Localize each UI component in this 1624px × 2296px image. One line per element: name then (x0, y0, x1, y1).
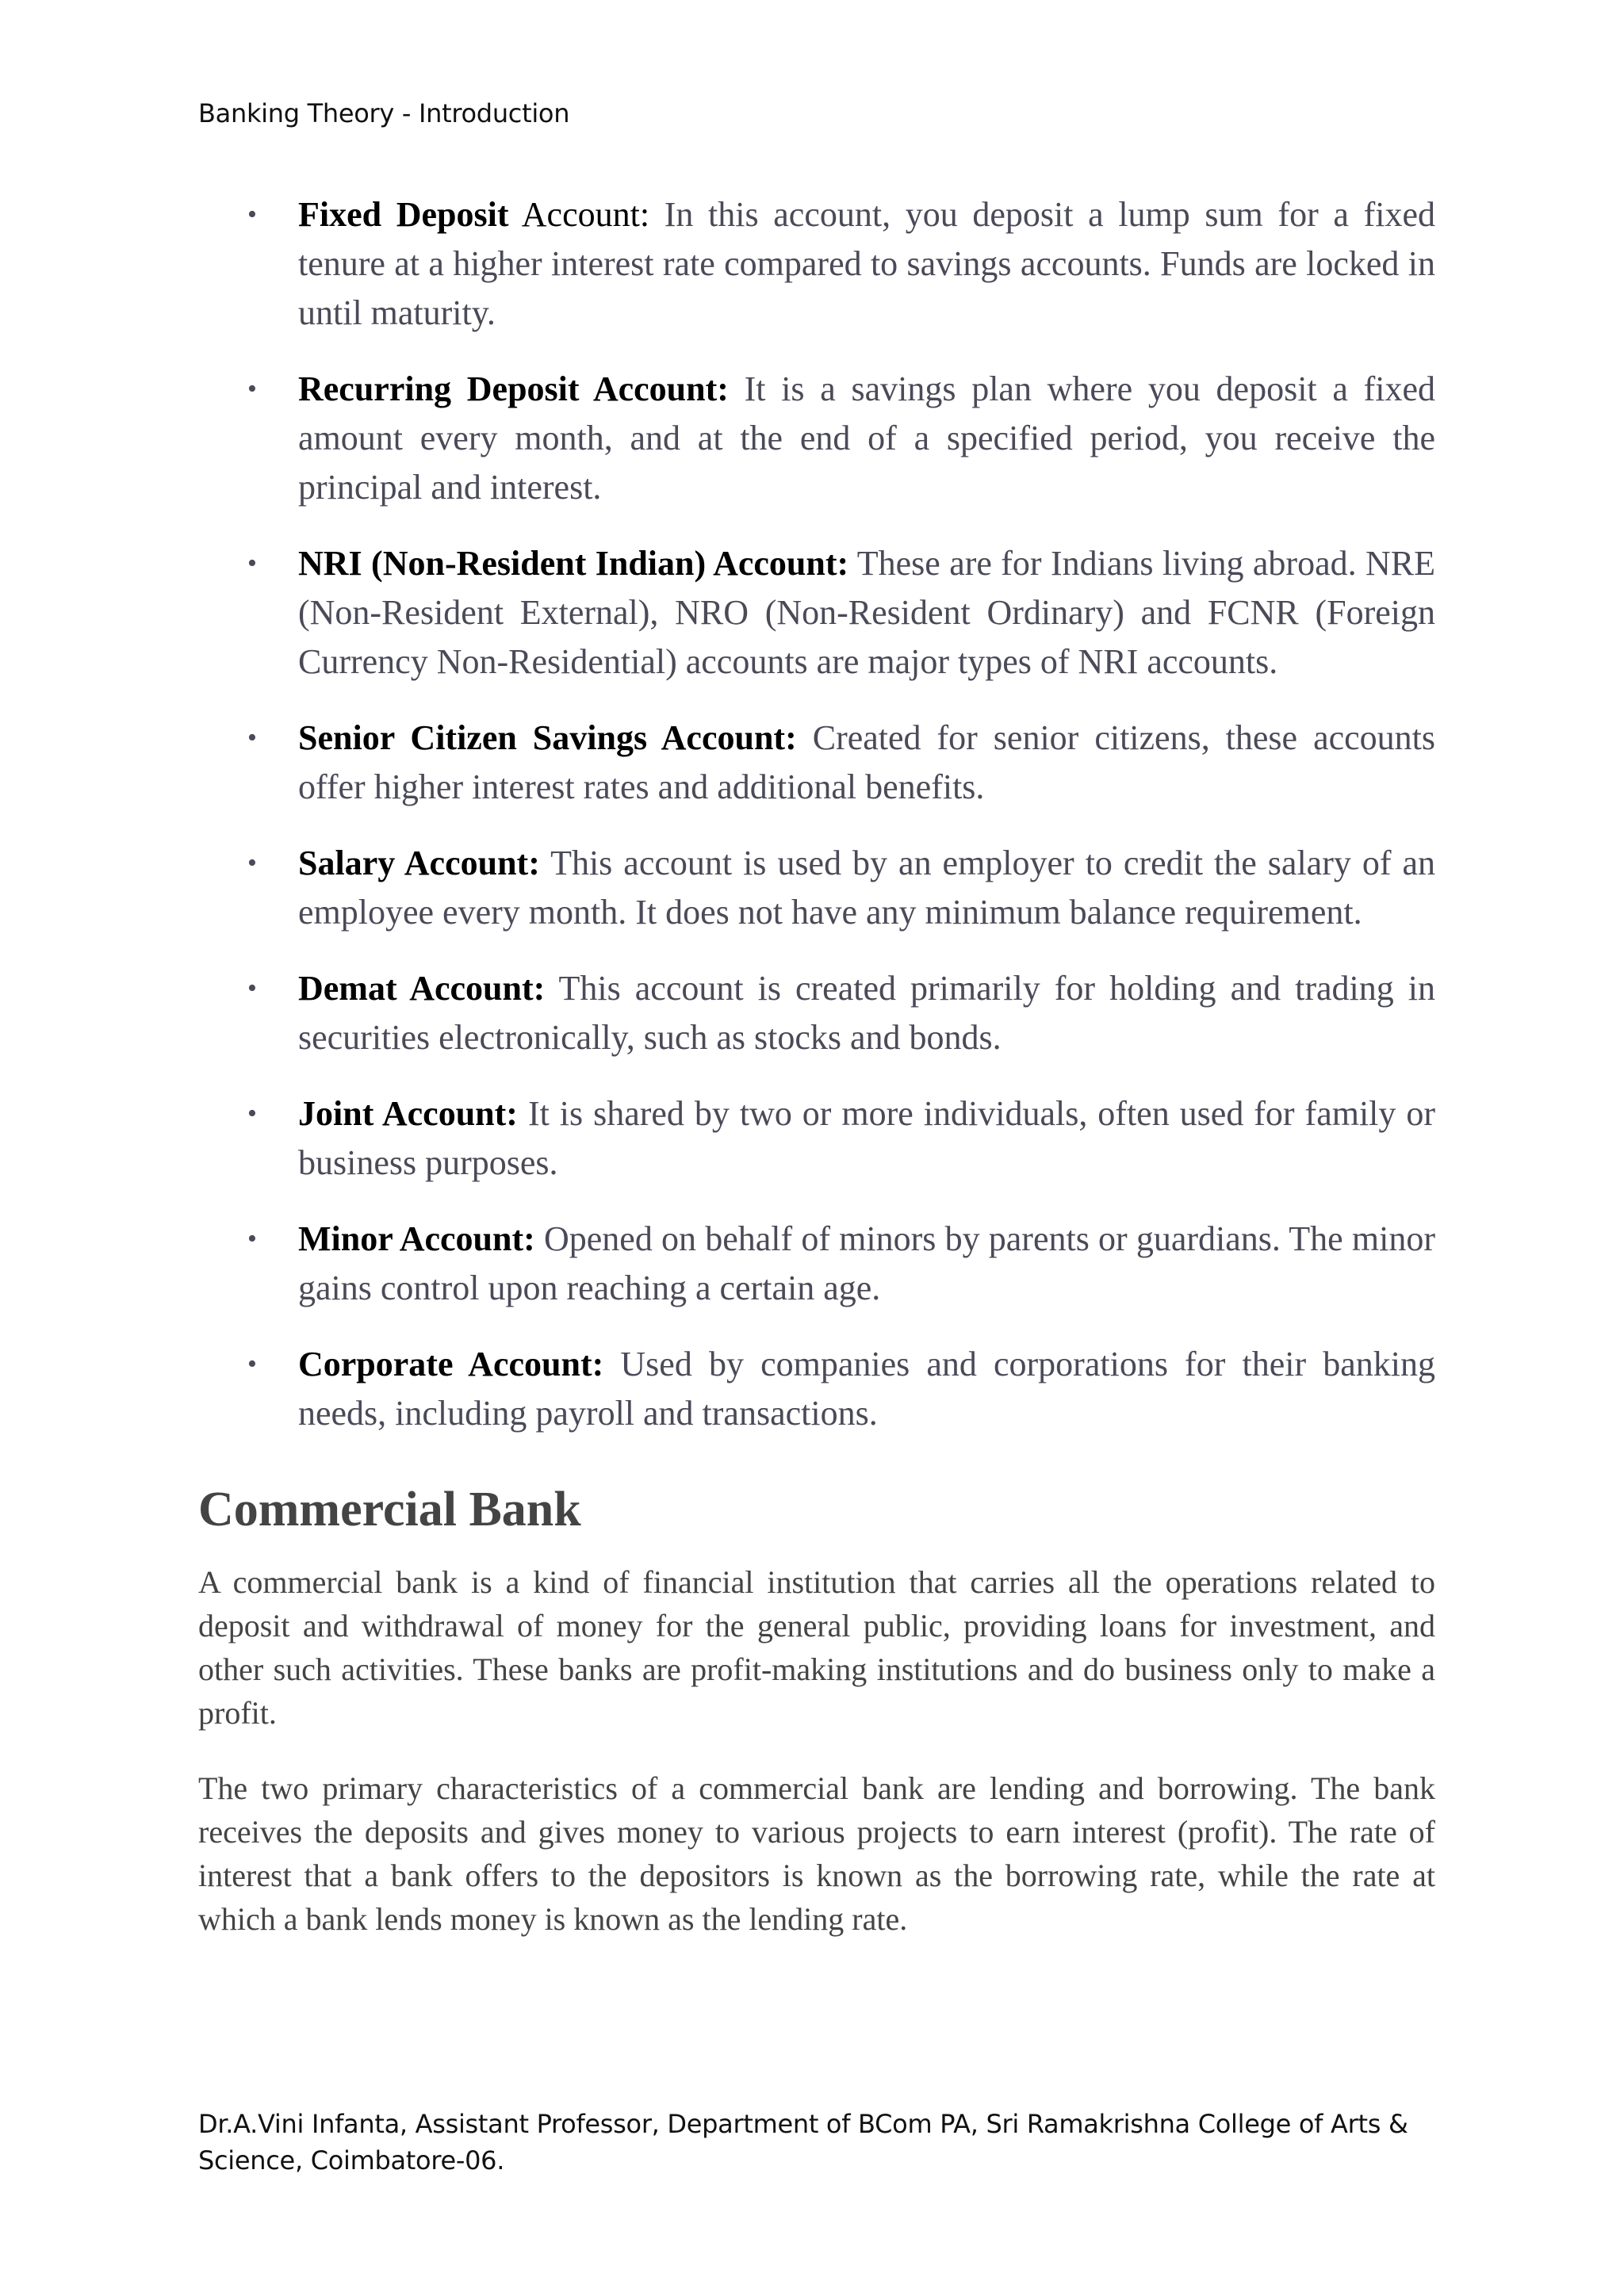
account-term: Minor Account: (298, 1219, 535, 1258)
account-description: Created for senior citizens, these accounts offer higher interest rates and additional benefits. (298, 718, 1436, 806)
list-item (198, 714, 1435, 812)
account-term-separator (848, 544, 857, 583)
bullet-icon: • (247, 549, 257, 578)
account-term: NRI (Non-Resident Indian) Account: (298, 544, 849, 583)
account-term: Recurring Deposit Account: (298, 369, 729, 408)
account-term-separator (729, 369, 745, 408)
list-item (198, 839, 1435, 937)
list-item (198, 964, 1435, 1062)
account-description: It is a savings plan where you deposit a fixed amount every month, and at the end of a specified period, you receive the principal and interest. (298, 369, 1436, 507)
list-item (198, 190, 1435, 338)
account-description: This account is created primarily for holding and trading in securities electronically, such as stocks and bonds. (298, 969, 1435, 1057)
list-item (198, 1340, 1435, 1438)
account-description: These are for Indians living abroad. NRE (Non-Resident External), NRO (Non-Resident Ordinary) and FCNR (Foreign Currency Non-Residential) accounts are major types of NRI accounts. (298, 544, 1435, 681)
account-term: Senior Citizen Savings Account: (298, 718, 797, 757)
running-header: Banking Theory - Introduction (198, 98, 570, 128)
account-term-separator (535, 1219, 544, 1258)
account-term-separator (518, 1094, 528, 1133)
account-term-separator: : (639, 195, 665, 234)
account-types-list (198, 190, 1435, 1438)
account-description: In this account, you deposit a lump sum for a fixed tenure at a higher interest rate compared to savings accounts. Funds are locked in until maturity. (298, 195, 1435, 332)
list-item (198, 1089, 1435, 1188)
list-item (198, 1215, 1435, 1313)
bullet-icon: • (247, 1349, 257, 1379)
account-description: Opened on behalf of minors by parents or guardians. The minor gains control upon reaching a certain age. (298, 1219, 1435, 1307)
bullet-icon: • (247, 200, 257, 229)
account-term: Fixed Deposit (298, 195, 509, 234)
account-term: Corporate Account: (298, 1345, 604, 1383)
list-item (198, 365, 1435, 512)
account-term-separator (540, 844, 550, 882)
account-term-separator (797, 718, 813, 757)
page-content (198, 190, 1435, 1973)
body-paragraph: The two primary characteristics of a commercial bank are lending and borrowing. The bank receives the deposits and gives money to various projects to earn interest (profit). The rate of interest that a bank offers to the depositors is known as the borrowing rate, while the rate at which a bank lends money is known as the lending rate. (198, 1770, 1435, 1937)
account-description: Used by companies and corporations for their banking needs, including payroll and transactions. (298, 1345, 1435, 1433)
account-term-separator (603, 1345, 620, 1383)
account-term: Salary Account: (298, 844, 540, 882)
running-footer: Dr.A.Vini Infanta, Assistant Professor, Department of BCom PA, Sri Ramakrishna College of Arts & Science, Coimbatore-06. (198, 2109, 1408, 2175)
section-heading: Commercial Bank (198, 1483, 581, 1536)
body-paragraph: A commercial bank is a kind of financial institution that carries all the operations related to deposit and withdrawal of money for the general public, providing loans for investment, and other such activities. These banks are profit-making institutions and do business only to make a profit. (198, 1564, 1435, 1731)
bullet-icon: • (247, 723, 257, 752)
bullet-icon: • (247, 1099, 257, 1128)
list-item (198, 539, 1435, 687)
bullet-icon: • (247, 374, 257, 404)
bullet-icon: • (247, 1224, 257, 1253)
account-term-suffix: Account (508, 195, 640, 234)
bullet-icon: • (247, 848, 257, 878)
account-description: This account is used by an employer to credit the salary of an employee every month. It does not have any minimum balance requirement. (298, 844, 1435, 932)
account-term: Demat Account: (298, 969, 546, 1008)
account-description: It is shared by two or more individuals, often used for family or business purposes. (298, 1094, 1436, 1182)
account-term-separator (545, 969, 558, 1008)
bullet-icon: • (247, 974, 257, 1003)
account-term: Joint Account: (298, 1094, 518, 1133)
